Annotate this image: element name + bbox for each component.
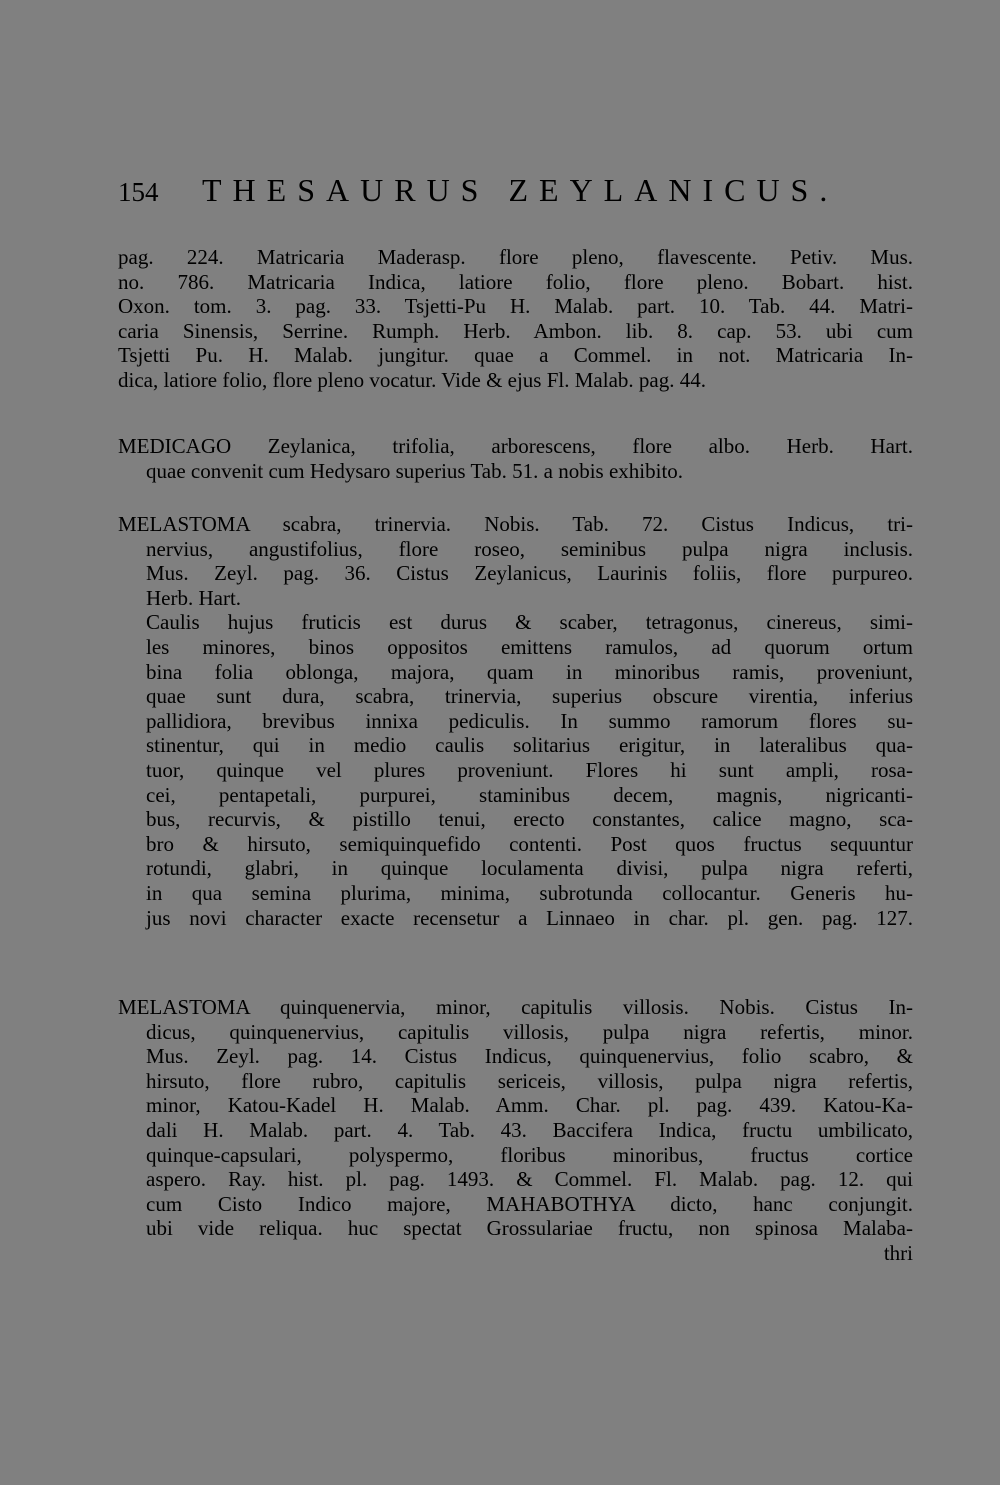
text-line: dicus, quinquenervius, capitulis villosis, pulpa nigra refertis, minor. (146, 1019, 913, 1044)
text-line: Tsjetti Pu. H. Malab. jungitur. quae a Commel. in not. Matricaria In- (118, 343, 913, 368)
text-line: minor, Katou-Kadel H. Malab. Amm. Char. pl. pag. 439. Katou-Ka- (146, 1093, 913, 1118)
entry-melastoma-scabra (118, 512, 913, 930)
text-line: bus, recurvis, & pistillo tenui, erecto constantes, calice magno, sca- (146, 807, 913, 832)
entry-melastoma-quinquenervia (118, 995, 913, 1266)
text-line: hirsuto, flore rubro, capitulis sericeis, villosis, pulpa nigra refertis, (146, 1068, 913, 1093)
text-line: Mus. Zeyl. pag. 14. Cistus Indicus, quinquenervius, folio scabro, & (146, 1044, 913, 1069)
text-line: jus novi character exacte recensetur a Linnaeo in char. pl. gen. pag. 127. (146, 905, 913, 930)
text-line: quae sunt dura, scabra, trinervia, superius obscure virentia, inferius (146, 684, 913, 709)
text-line: nervius, angustifolius, flore roseo, seminibus pulpa nigra inclusis. (146, 536, 913, 561)
continuation-paragraph (118, 245, 913, 393)
text-line: pag. 224. Matricaria Maderasp. flore pleno, flavescente. Petiv. Mus. (118, 245, 913, 269)
text-line: bina folia oblonga, majora, quam in minoribus ramis, proveniunt, (146, 659, 913, 684)
text-line: Mus. Zeyl. pag. 36. Cistus Zeylanicus, Laurinis foliis, flore purpureo. (146, 561, 913, 586)
page-number: 154 (118, 177, 159, 207)
text-line: dali H. Malab. part. 4. Tab. 43. Baccifera Indica, fructu umbilicato, (146, 1117, 913, 1142)
description-paragraph (118, 610, 913, 930)
text-line: cum Cisto Indico majore, MAHABOTHYA dicto, hanc conjungit. (146, 1191, 913, 1216)
entry-headline: MELASTOMA quinquenervia, minor, capitulis villosis. Nobis. Cistus In- (118, 995, 913, 1019)
entry-headline: MEDICAGO Zeylanica, trifolia, arborescens, flore albo. Herb. Hart. (118, 434, 913, 458)
text-line: quinque-capsulari, polyspermo, floribus minoribus, fructus cortice (146, 1142, 913, 1167)
text-line: aspero. Ray. hist. pl. pag. 1493. & Commel. Fl. Malab. pag. 12. qui (146, 1167, 913, 1192)
catchword: thri (883, 1240, 913, 1265)
text-line: stinentur, qui in medio caulis solitarius erigitur, in lateralibus qua- (146, 733, 913, 758)
text-line: bro & hirsuto, semiquinquefido contenti. Post quos fructus sequuntur (146, 831, 913, 856)
text-line: ubi vide reliqua. huc spectat Grossulariae fructu, non spinosa Malaba- (146, 1216, 913, 1241)
running-title: THESAURUS ZEYLANICUS. (202, 172, 839, 208)
text-line: rotundi, glabri, in quinque loculamenta divisi, pulpa nigra referti, (146, 856, 913, 881)
text-line: tuor, quinque vel plures proveniunt. Flores hi sunt ampli, rosa- (146, 757, 913, 782)
entry-medicago (118, 434, 913, 483)
text-line: Oxon. tom. 3. pag. 33. Tsjetti-Pu H. Malab. part. 10. Tab. 44. Matri- (118, 294, 913, 319)
text-line: dica, latiore folio, flore pleno vocatur. Vide & ejus Fl. Malab. pag. 44. (118, 367, 706, 392)
text-line: in qua semina plurima, minima, subrotunda collocantur. Generis hu- (146, 880, 913, 905)
text-line: Herb. Hart. (146, 585, 242, 610)
text-line: pallidiora, brevibus innixa pediculis. In summo ramorum flores su- (146, 708, 913, 733)
text-line: cei, pentapetali, purpurei, staminibus decem, magnis, nigricanti- (146, 782, 913, 807)
text-line: no. 786. Matricaria Indica, latiore folio, flore pleno. Bobart. hist. (118, 269, 913, 294)
text-line: quae convenit cum Hedysaro superius Tab. 51. a nobis exhibito. (146, 458, 684, 483)
text-line: les minores, binos oppositos emittens ramulos, ad quorum ortum (146, 634, 913, 659)
running-header (118, 172, 838, 209)
text-line: Caulis hujus fruticis est durus & scaber, tetragonus, cinereus, simi- (146, 610, 913, 635)
text-line: caria Sinensis, Serrine. Rumph. Herb. Ambon. lib. 8. cap. 53. ubi cum (118, 318, 913, 343)
entry-headline: MELASTOMA scabra, trinervia. Nobis. Tab. 72. Cistus Indicus, tri- (118, 512, 913, 536)
